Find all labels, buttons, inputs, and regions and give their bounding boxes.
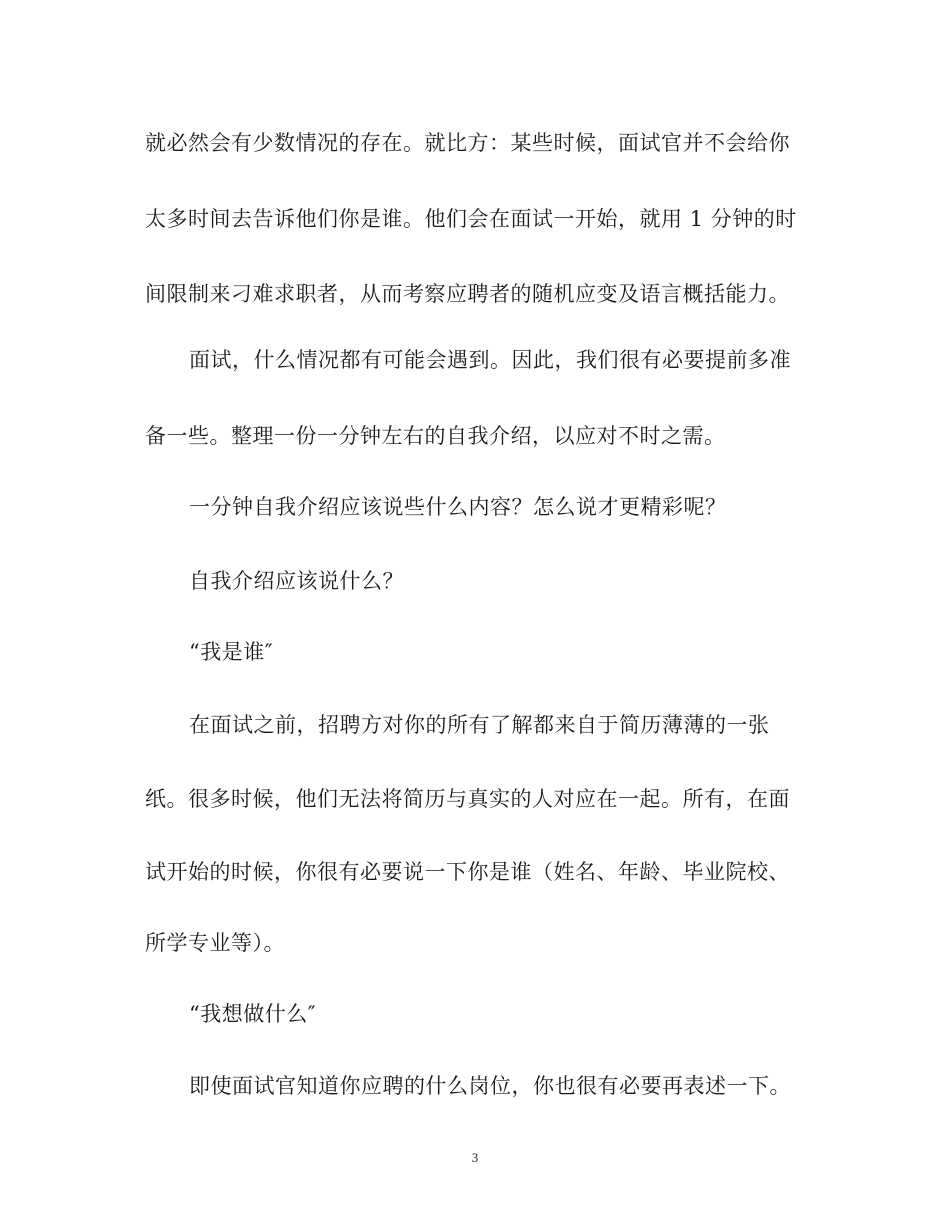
paragraph-line: 一分钟自我介绍应该说些什么内容？怎么说才更精彩呢？ xyxy=(189,495,727,519)
paragraph-start-line: 在面试之前，招聘方对你的所有了解都来自于简历薄薄的一张 xyxy=(189,713,770,737)
text-line: 所学专业等）。 xyxy=(145,931,285,955)
text-line: 备一些。整理一份一分钟左右的自我介绍，以应对不时之需。 xyxy=(145,424,726,448)
text-line: 就必然会有少数情况的存在。就比方：某些时候，面试官并不会给你 xyxy=(145,131,790,155)
section-question: 自我介绍应该说什么？ xyxy=(189,569,404,593)
text-line: 纸。很多时候，他们无法将简历与真实的人对应在一起。所有，在面 xyxy=(145,787,790,811)
text-line: 太多时间去告诉他们你是谁。他们会在面试一开始，就用 1 分钟的时 xyxy=(145,207,797,231)
section-heading: “我想做什么″ xyxy=(189,1002,317,1026)
text-line: 间限制来刁难求职者，从而考察应聘者的随机应变及语言概括能力。 xyxy=(145,282,790,306)
page-number: 3 xyxy=(471,1150,479,1165)
paragraph-start-line: 即使面试官知道你应聘的什么岗位，你也很有必要再表述一下。 xyxy=(189,1074,791,1098)
paragraph-start-line: 面试，什么情况都有可能会遇到。因此，我们很有必要提前多准 xyxy=(189,348,791,372)
text-line: 试开始的时候，你很有必要说一下你是谁（姓名、年龄、毕业院校、 xyxy=(145,860,790,884)
section-heading: “我是谁″ xyxy=(189,640,274,664)
